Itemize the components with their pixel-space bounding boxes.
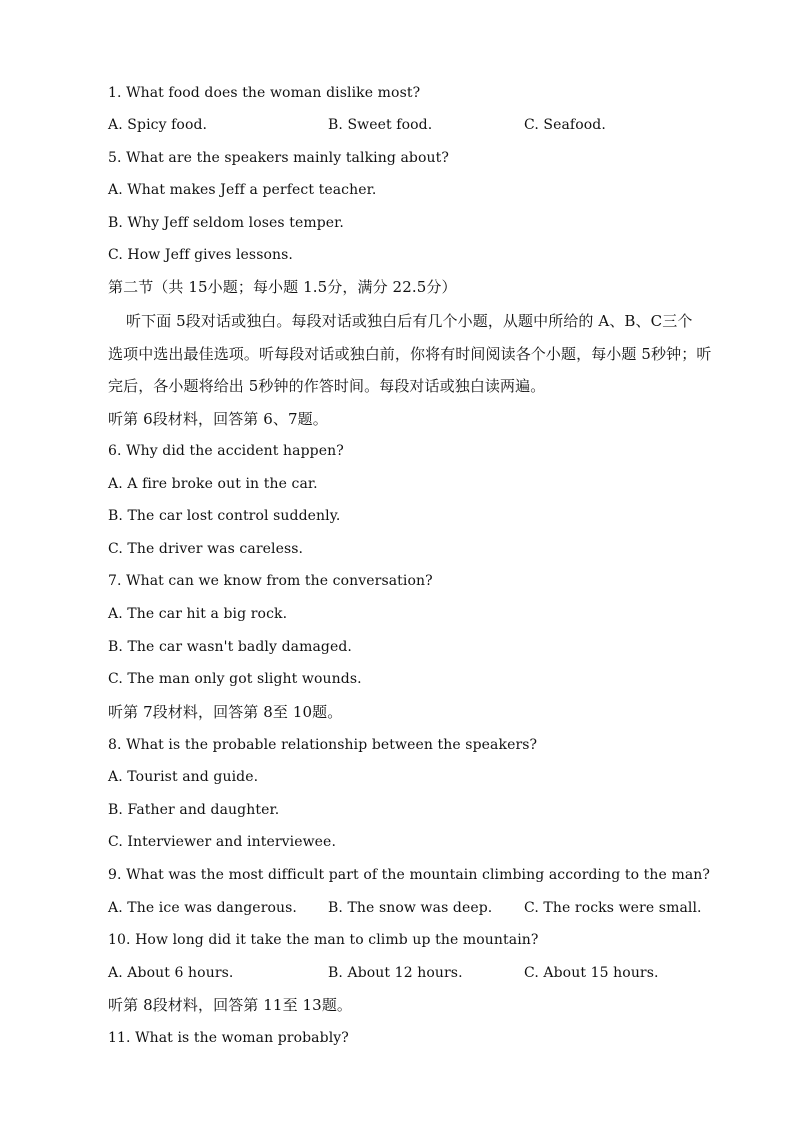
material-8-heading: 听第 8段材料，回答第 11至 13题。 <box>108 996 353 1014</box>
option-b: B. Father and daughter. <box>108 802 280 818</box>
option-c: C. About 15 hours. <box>524 965 659 981</box>
option-c: C. How Jeff gives lessons. <box>108 247 293 263</box>
material-6-heading: 听第 6段材料，回答第 6、7题。 <box>108 410 328 428</box>
option-b: B. Sweet food. <box>328 117 433 133</box>
option-b: B. The snow was deep. <box>328 900 493 916</box>
option-b: B. The car wasn't badly damaged. <box>108 639 352 655</box>
option-c: C. The rocks were small. <box>524 900 702 916</box>
question-9: 9. What was the most difficult part of the mountain climbing according to the man? <box>108 867 710 883</box>
option-a: A. The ice was dangerous. <box>108 900 297 916</box>
option-a: A. Tourist and guide. <box>108 769 259 785</box>
option-b: B. The car lost control suddenly. <box>108 508 341 524</box>
instruction-line-1: 听下面 5段对话或独白。每段对话或独白后有几个小题，从题中所给的 A、B、C三个 <box>126 312 693 330</box>
option-b: B. About 12 hours. <box>328 965 463 981</box>
option-a: A. Spicy food. <box>108 117 208 133</box>
option-b: B. Why Jeff seldom loses temper. <box>108 215 344 231</box>
option-a: A. What makes Jeff a perfect teacher. <box>108 182 377 198</box>
question-1: 1. What food does the woman dislike most? <box>108 85 421 101</box>
option-a: A. The car hit a big rock. <box>108 606 288 622</box>
option-a: A. A fire broke out in the car. <box>108 476 318 492</box>
question-7: 7. What can we know from the conversation? <box>108 573 433 589</box>
section-heading: 第二节（共 15小题；每小题 1.5分，满分 22.5分） <box>108 278 457 296</box>
question-8: 8. What is the probable relationship between the speakers? <box>108 737 538 753</box>
question-5: 5. What are the speakers mainly talking about? <box>108 150 449 166</box>
option-c: C. Seafood. <box>524 117 606 133</box>
instruction-line-2: 选项中选出最佳选项。听每段对话或独白前，你将有时间阅读各个小题，每小题 5秒钟；听 <box>108 345 712 363</box>
material-7-heading: 听第 7段材料，回答第 8至 10题。 <box>108 703 343 721</box>
option-c: C. Interviewer and interviewee. <box>108 834 336 850</box>
question-6: 6. Why did the accident happen? <box>108 443 344 459</box>
question-10: 10. How long did it take the man to climb up the mountain? <box>108 932 539 948</box>
option-a: A. About 6 hours. <box>108 965 234 981</box>
instruction-line-3: 完后，各小题将给出 5秒钟的作答时间。每段对话或独白读两遍。 <box>108 377 546 395</box>
question-11: 11. What is the woman probably? <box>108 1030 349 1046</box>
option-c: C. The man only got slight wounds. <box>108 671 362 687</box>
option-c: C. The driver was careless. <box>108 541 304 557</box>
